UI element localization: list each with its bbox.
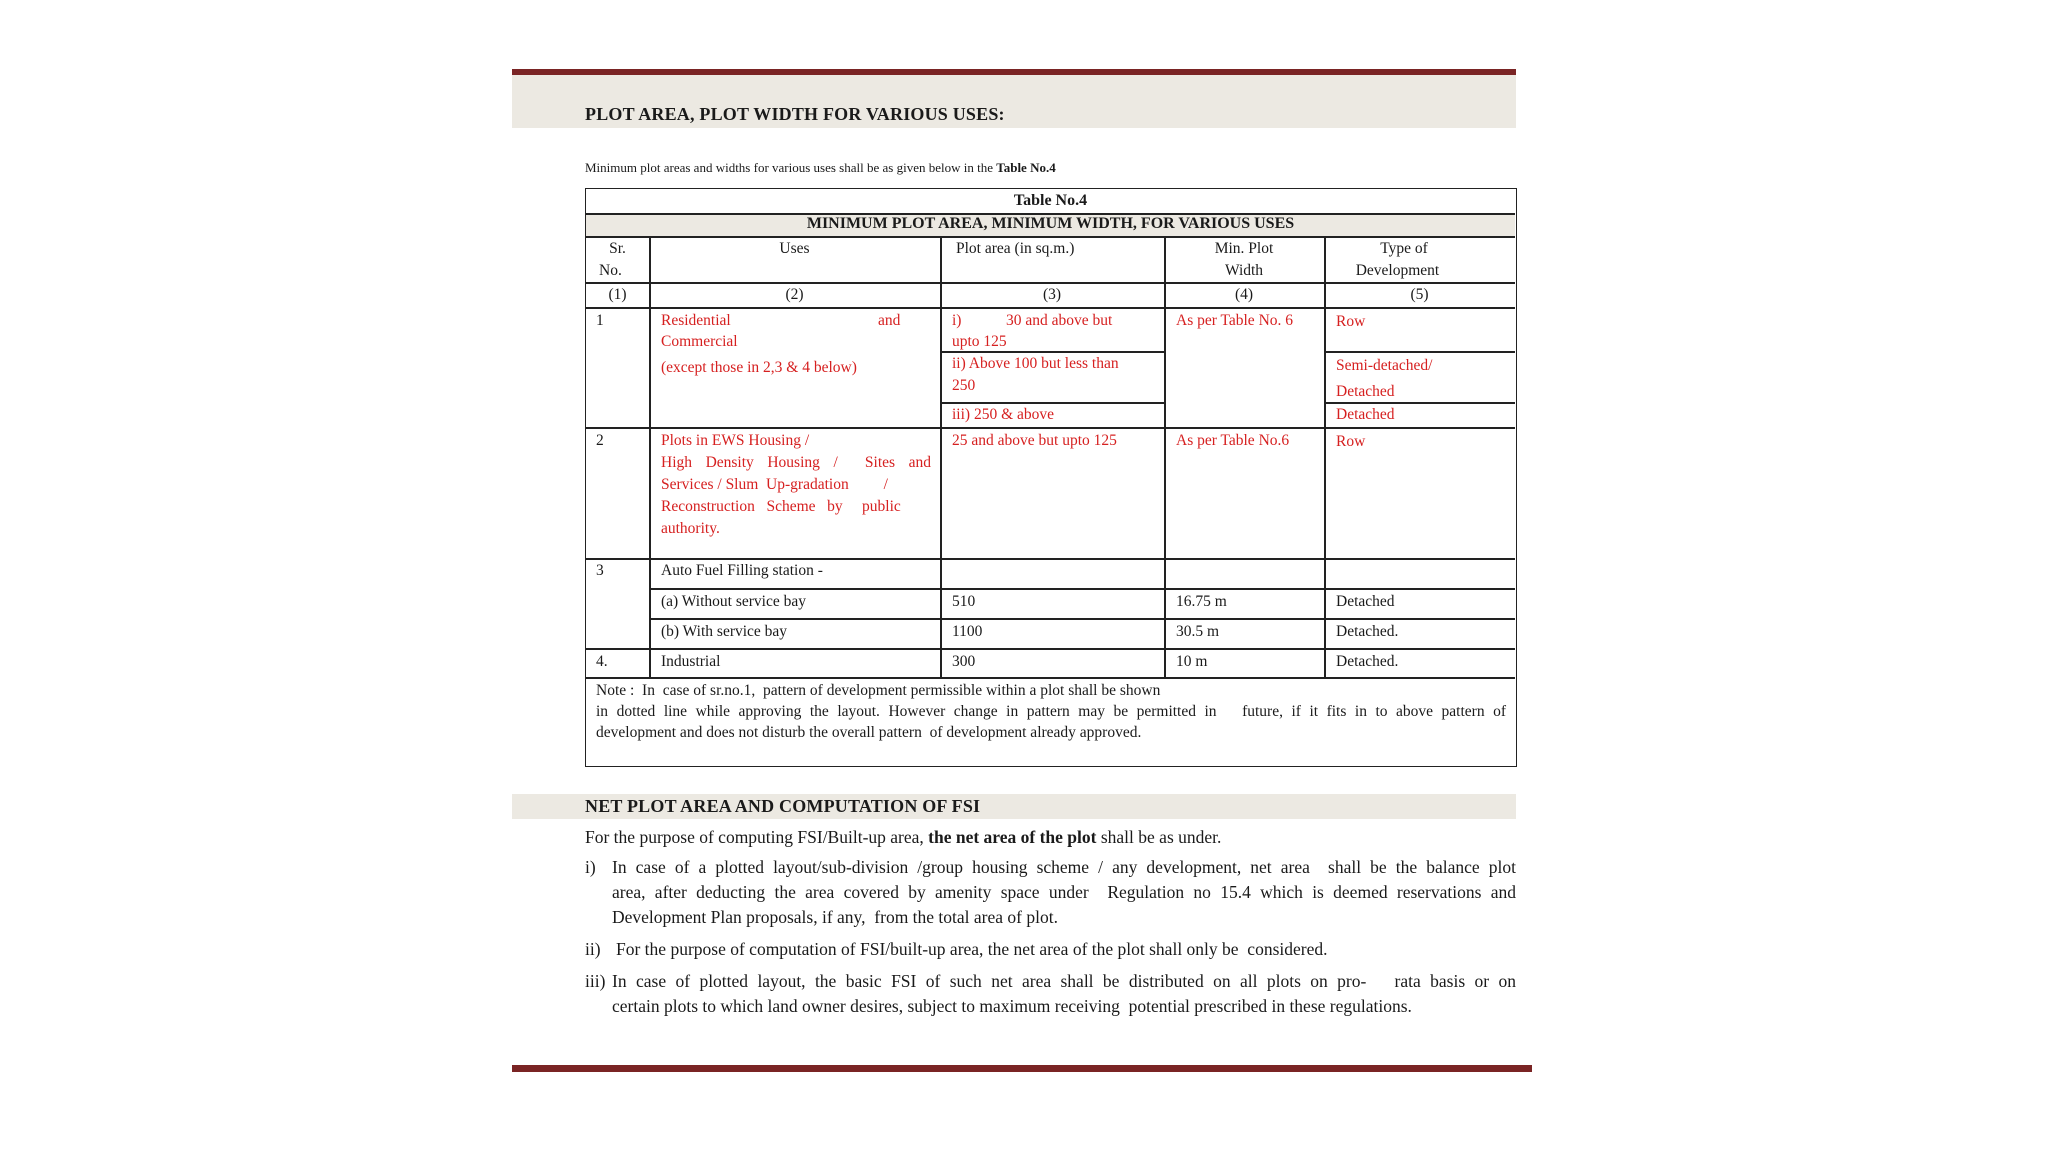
section-title-plot-area: PLOT AREA, PLOT WIDTH FOR VARIOUS USES: [585, 104, 1005, 124]
row2-type: Row [1336, 433, 1366, 450]
row4-use: Industrial [661, 653, 721, 670]
row3a-width: 16.75 m [1176, 593, 1227, 610]
row3a-use: (a) Without service bay [661, 593, 806, 610]
item-ii-label: ii) [585, 939, 601, 959]
item-iii-line: certain plots to which land owner desires, subject to maximum receiving potential prescribed in these regulations. [612, 996, 1412, 1016]
row3b-area: 1100 [952, 623, 983, 640]
row3b-use: (b) With service bay [661, 623, 788, 640]
row2-use-line: Reconstruction Scheme by public [661, 498, 901, 515]
col-number: (4) [1234, 286, 1254, 303]
row1-area-ii: ii) Above 100 but less than [952, 355, 1119, 372]
plot-area-table [585, 188, 1517, 767]
row1-use-c: Commercial [661, 333, 738, 350]
header-uses: Uses [779, 240, 810, 257]
row2-width: As per Table No.6 [1176, 432, 1290, 449]
row2-use-line: authority. [661, 520, 720, 537]
row1-use-a: Residential [661, 312, 731, 329]
row3-sr: 3 [596, 562, 604, 579]
intro-text: Minimum plot areas and widths for various uses shall be as given below in the Table No.4 [585, 160, 1056, 175]
table-note-line: Note : In case of sr.no.1, pattern of development permissible within a plot shall be shown [596, 682, 1161, 699]
col-number: (2) [785, 286, 804, 303]
row1-use-d: (except those in 2,3 & 4 below) [661, 359, 857, 376]
item-i-line: area, after deducting the area covered by amenity space under Regulation no 15.4 which is deemed reservations and [612, 882, 1516, 902]
row4-type: Detached. [1336, 653, 1399, 670]
table-rule [586, 677, 1515, 679]
table-rule [649, 588, 1515, 590]
table-note-line: in dotted line while approving the layout. However change in pattern may be permitted in future, if it fits in to above pattern of [596, 703, 1506, 720]
item-ii-text: For the purpose of computation of FSI/built-up area, the net area of the plot shall only be considered. [616, 939, 1328, 959]
row1-area-ii-cont: 250 [952, 377, 976, 394]
row1-type-semi: Semi-detached/ [1336, 357, 1433, 374]
row3a-type: Detached [1336, 593, 1395, 610]
item-iii-label: iii) [585, 971, 606, 991]
table-rule [586, 307, 1515, 309]
header-plot-area: Plot area (in sq.m.) [956, 240, 1075, 257]
row2-sr: 2 [596, 432, 604, 449]
bottom-border-bar [512, 1065, 1532, 1072]
row1-area-i-cont: upto 125 [952, 333, 1007, 350]
row1-type-row: Row [1336, 313, 1366, 330]
table-note-line: development and does not disturb the overall pattern of development already approved. [596, 724, 1142, 741]
header-sr: Sr. [609, 240, 626, 257]
row4-sr: 4. [596, 653, 608, 670]
row1-width: As per Table No. 6 [1176, 312, 1294, 329]
table-title: Table No.4 [1013, 192, 1088, 209]
row1-type-detached: Detached [1336, 383, 1395, 400]
table-rule [649, 618, 1515, 620]
col-number: (3) [1042, 286, 1062, 303]
table-rule [1324, 351, 1515, 353]
row2-area: 25 and above but upto 125 [952, 432, 1117, 449]
table-rule [586, 427, 1515, 429]
header-min-width-1: Min. Plot [1214, 240, 1274, 257]
row3b-type: Detached. [1336, 623, 1399, 640]
row3-use: Auto Fuel Filling station - [661, 562, 823, 579]
row4-area: 300 [952, 653, 976, 670]
row1-sr: 1 [596, 312, 604, 329]
row3b-width: 30.5 m [1176, 623, 1220, 640]
row2-use-line: High Density Housing / Sites and [661, 454, 931, 471]
net-area-lead: For the purpose of computing FSI/Built-up area, the net area of the plot shall be as under. [585, 827, 1222, 847]
row1-use-b: and [878, 312, 901, 329]
row1-area-iii: iii) 250 & above [952, 406, 1055, 423]
col-number: (5) [1410, 286, 1429, 303]
row1-area-i-label: i) [952, 312, 962, 329]
table-rule [586, 648, 1515, 650]
header-type-2: Development [1355, 262, 1440, 279]
table-subtitle: MINIMUM PLOT AREA, MINIMUM WIDTH, FOR VARIOUS USES [806, 215, 1295, 232]
header-type-1: Type of [1380, 240, 1428, 257]
item-i-line: In case of a plotted layout/sub-division /group housing scheme / any development, net area shall be the balance plot [612, 857, 1516, 877]
row1-type-detached-2: Detached [1336, 406, 1395, 423]
col-number: (1) [608, 286, 627, 303]
section-title-net-plot: NET PLOT AREA AND COMPUTATION OF FSI [585, 796, 981, 816]
row1-area-i: 30 and above but [1006, 312, 1113, 329]
row3a-area: 510 [952, 593, 976, 610]
row2-use-line: Plots in EWS Housing / [661, 432, 810, 449]
item-i-line: Development Plan proposals, if any, from the total area of plot. [612, 907, 1058, 927]
item-i-label: i) [585, 857, 596, 877]
header-sr-no: No. [599, 262, 622, 279]
row2-use-line: Services / Slum Up-gradation / [661, 476, 888, 493]
header-min-width-2: Width [1224, 262, 1264, 279]
row4-width: 10 m [1176, 653, 1208, 670]
item-iii-line: In case of plotted layout, the basic FSI of such net area shall be distributed on all plots on pro- rata basis or on [612, 971, 1516, 991]
